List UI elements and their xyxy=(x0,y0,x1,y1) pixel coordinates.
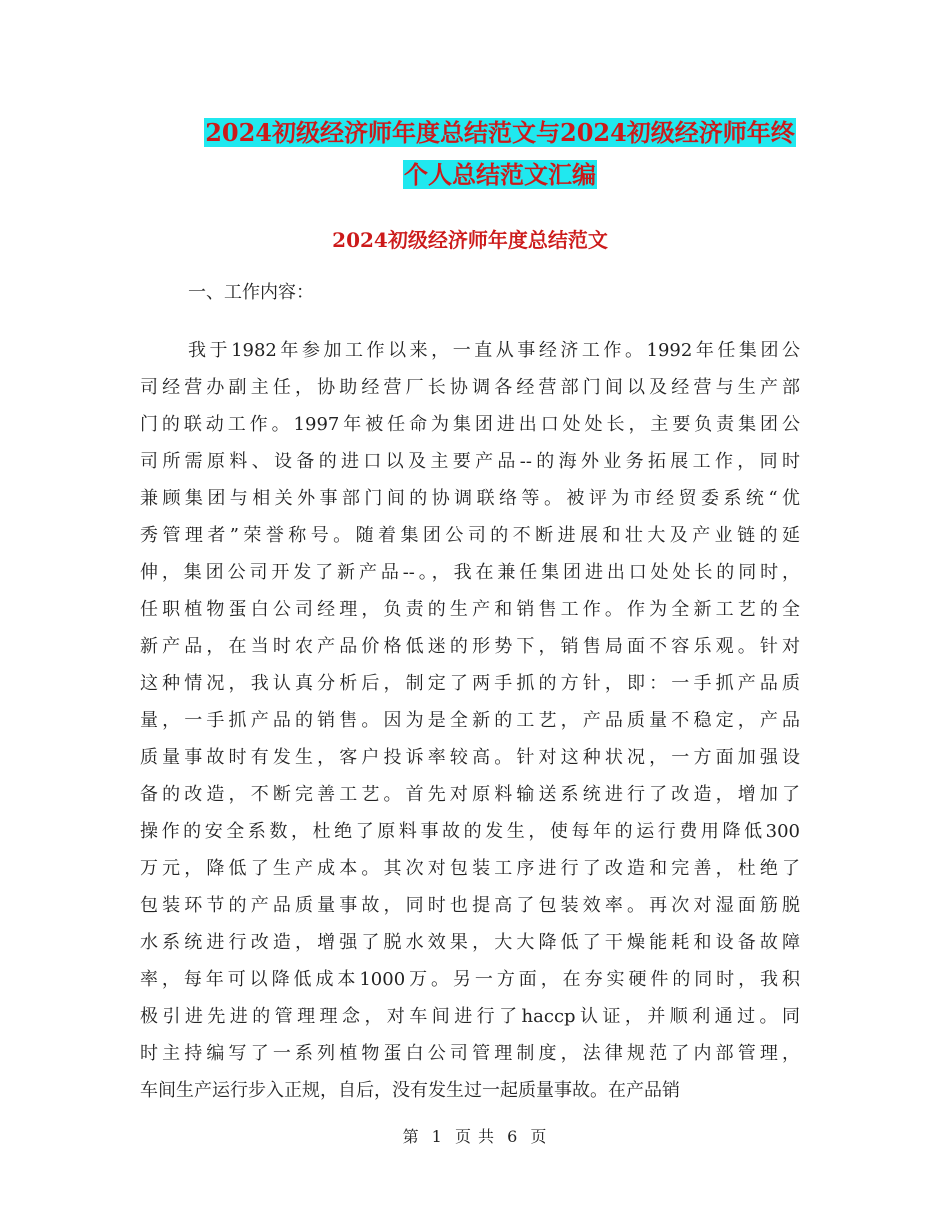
paragraph-line: 备的改造，不断完善工艺。首先对原料输送系统进行了改造，增加了 xyxy=(140,784,800,805)
paragraph-line: 门的联动工作。1997年被任命为集团进出口处处长，主要负责集团公 xyxy=(140,414,800,435)
paragraph-line: 秀管理者”荣誉称号。随着集团公司的不断进展和壮大及产业链的延 xyxy=(140,525,800,546)
footer-prefix: 第 xyxy=(402,1127,420,1146)
paragraph-line: 万元，降低了生产成本。其次对包装工序进行了改造和完善，杜绝了 xyxy=(140,858,800,879)
title-line-1: 2024初级经济师年度总结范文与2024初级经济师年终 xyxy=(205,118,795,147)
paragraph-line: 这种情况，我认真分析后，制定了两手抓的方针，即：一手抓产品质 xyxy=(140,673,800,694)
paragraph-line: 包装环节的产品质量事故，同时也提高了包装效率。再次对湿面筋脱 xyxy=(140,895,800,916)
paragraph-line: 司所需原料、设备的进口以及主要产品--的海外业务拓展工作，同时 xyxy=(140,451,800,472)
paragraph-line: 伸，集团公司开发了新产品--。，我在兼任集团进出口处处长的同时， xyxy=(140,562,800,583)
document-title xyxy=(140,112,860,196)
paragraph-line: 时主持编写了一系列植物蛋白公司管理制度，法律规范了内部管理， xyxy=(140,1043,800,1064)
paragraph-line: 水系统进行改造，增强了脱水效果，大大降低了干燥能耗和设备故障 xyxy=(140,932,800,953)
paragraph-line: 司经营办副主任，协助经营厂长协调各经营部门间以及经营与生产部 xyxy=(140,377,800,398)
paragraph-line: 操作的安全系数，杜绝了原料事故的发生，使每年的运行费用降低300 xyxy=(140,821,800,842)
paragraph-line: 新产品，在当时农产品价格低迷的形势下，销售局面不容乐观。针对 xyxy=(140,636,800,657)
paragraph-line: 量，一手抓产品的销售。因为是全新的工艺，产品质量不稳定，产品 xyxy=(140,710,800,731)
paragraph-line: 率，每年可以降低成本1000万。另一方面，在夯实硬件的同时，我积 xyxy=(140,969,800,990)
paragraph-line: 兼顾集团与相关外事部门间的协调联络等。被评为市经贸委系统“优 xyxy=(140,488,800,509)
section-heading: 一、工作内容： xyxy=(188,282,314,303)
title-line-2: 个人总结范文汇编 xyxy=(404,160,596,189)
paragraph-line: 质量事故时有发生，客户投诉率较高。针对这种状况，一方面加强设 xyxy=(140,747,800,768)
paragraph-line: 车间生产运行步入正规，自后，没有发生过一起质量事故。在产品销 xyxy=(140,1080,680,1101)
footer-suffix: 页 xyxy=(530,1127,548,1146)
page-number: 1 xyxy=(431,1127,443,1146)
section-title: 2024初级经济师年度总结范文 xyxy=(332,228,608,252)
page-footer xyxy=(0,1124,950,1147)
page-total: 6 xyxy=(507,1127,519,1146)
paragraph-line: 极引进先进的管理理念，对车间进行了haccp认证，并顺利通过。同 xyxy=(140,1006,800,1027)
footer-mid: 页 共 xyxy=(454,1127,496,1146)
paragraph-line: 任职植物蛋白公司经理，负责的生产和销售工作。作为全新工艺的全 xyxy=(140,599,800,620)
paragraph-line: 我于1982年参加工作以来，一直从事经济工作。1992年任集团公 xyxy=(188,340,800,361)
